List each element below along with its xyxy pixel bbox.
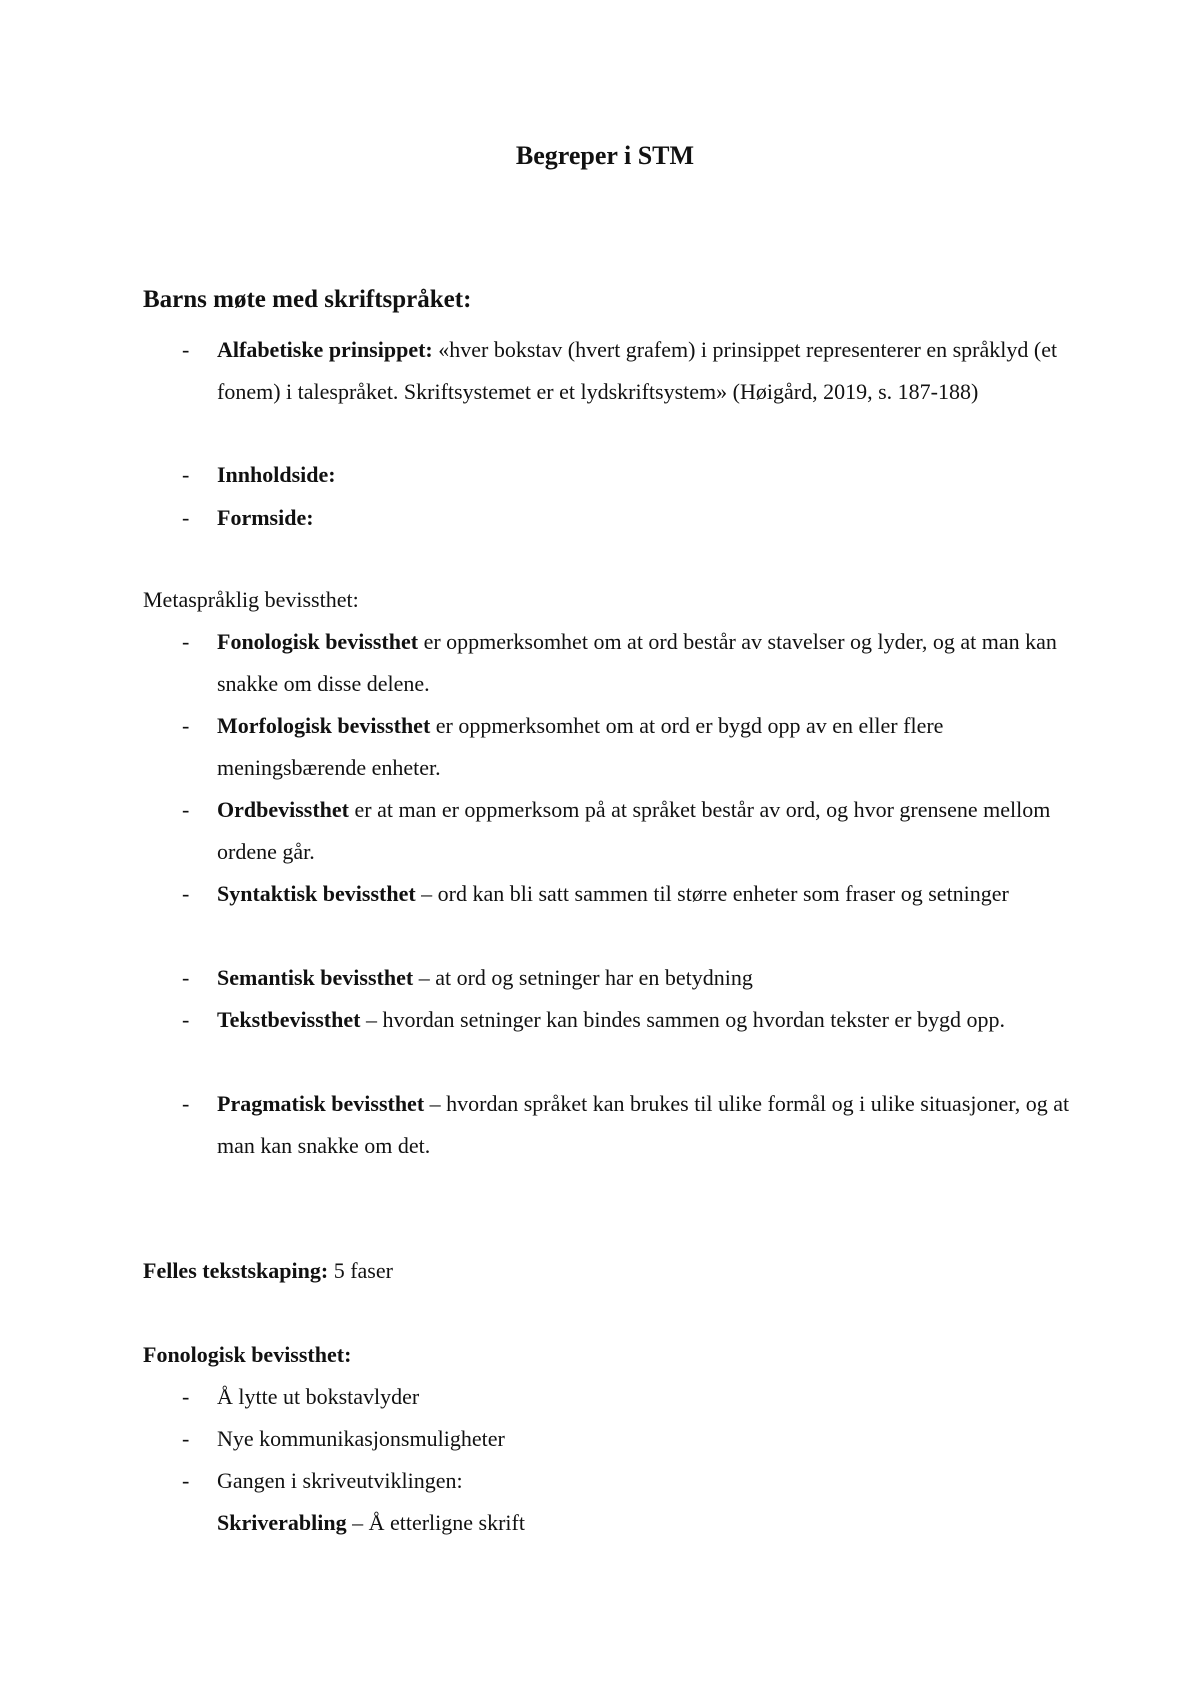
heading-text: Fonologisk bevissthet:: [143, 1342, 352, 1367]
term-description: 5 faser: [328, 1258, 393, 1283]
term-label: Skriverabling: [217, 1510, 347, 1535]
section-heading-barns-mote: Barns møte med skriftspråket:: [143, 286, 472, 313]
list-dash: -: [182, 1091, 190, 1116]
list-dash: -: [182, 462, 190, 487]
section-heading-fonologisk: [143, 1340, 351, 1370]
list-item-semantisk: [217, 957, 1077, 999]
term-label: Felles tekstskaping:: [143, 1258, 329, 1283]
sub-item-skriverabling: [217, 1508, 525, 1538]
term-label: Pragmatisk bevissthet: [217, 1091, 425, 1116]
list-dash: -: [182, 505, 190, 530]
term-description: – Å etterligne skrift: [346, 1510, 525, 1535]
list-dash: -: [182, 1468, 190, 1493]
list-item-ordbevissthet: [217, 789, 1077, 872]
term-label: Ordbevissthet: [217, 797, 349, 822]
term-label: Fonologisk bevissthet: [217, 629, 419, 654]
list-dash: -: [182, 337, 190, 362]
list-item-kommunikasjon: Nye kommunikasjonsmuligheter: [217, 1426, 505, 1451]
term-description: – hvordan setninger kan bindes sammen og hvordan tekster er bygd opp.: [360, 1007, 1006, 1032]
term-label: Semantisk bevissthet: [217, 965, 414, 990]
list-dash: -: [182, 965, 190, 990]
term-label: Tekstbevissthet: [217, 1007, 361, 1032]
list-item-tekstbevissthet: [217, 999, 1077, 1041]
list-item-alfabetiske-prinsippet: [217, 329, 1077, 412]
list-dash: -: [182, 1384, 190, 1409]
section-heading-metasprakling: Metaspråklig bevissthet:: [143, 587, 359, 612]
term-description: – at ord og setninger har en betydning: [413, 965, 753, 990]
term-label: Formside:: [217, 505, 314, 530]
list-item-fonologisk: [217, 621, 1077, 704]
list-dash: -: [182, 1007, 190, 1032]
term-description: – ord kan bli satt sammen til større enheter som fraser og setninger: [415, 881, 1009, 906]
list-dash: -: [182, 629, 190, 654]
list-item-innholdside: [217, 454, 1077, 496]
list-item-syntaktisk: [217, 873, 1077, 915]
term-description: er oppmerksomhet om at ord består av stavelser og lyder, og at man kan snakke om disse delene.: [217, 629, 1057, 696]
term-description: – hvordan språket kan brukes til ulike formål og i ulike situasjoner, og at man kan snakke om det.: [217, 1091, 1070, 1158]
term-label: Alfabetiske prinsippet:: [217, 337, 433, 362]
list-item-pragmatisk: [217, 1083, 1077, 1166]
list-item-formside: [217, 497, 1077, 539]
document-title: Begreper i STM: [515, 141, 695, 170]
list-dash: -: [182, 881, 190, 906]
list-dash: -: [182, 797, 190, 822]
term-description: «hver bokstav (hvert grafem) i prinsippet representerer en språklyd (et fonem) i talespråket. Skriftsystemet er et lydskriftsystem» (Høigård, 2019, s. 187-188): [217, 337, 1058, 404]
term-label: Morfologisk bevissthet: [217, 713, 431, 738]
term-label: Innholdside:: [217, 462, 336, 487]
list-item-lytte: Å lytte ut bokstavlyder: [217, 1384, 420, 1409]
list-item-morfologisk: [217, 705, 1077, 788]
felles-tekstskaping-line: [143, 1256, 393, 1286]
term-description: er at man er oppmerksom på at språket består av ord, og hvor grensene mellom ordene går.: [217, 797, 1051, 864]
list-dash: -: [182, 713, 190, 738]
list-dash: -: [182, 1426, 190, 1451]
term-description: er oppmerksomhet om at ord er bygd opp av en eller flere meningsbærende enheter.: [217, 713, 944, 780]
term-label: Syntaktisk bevissthet: [217, 881, 416, 906]
list-item-skriveutvikling: Gangen i skriveutviklingen:: [217, 1468, 463, 1493]
